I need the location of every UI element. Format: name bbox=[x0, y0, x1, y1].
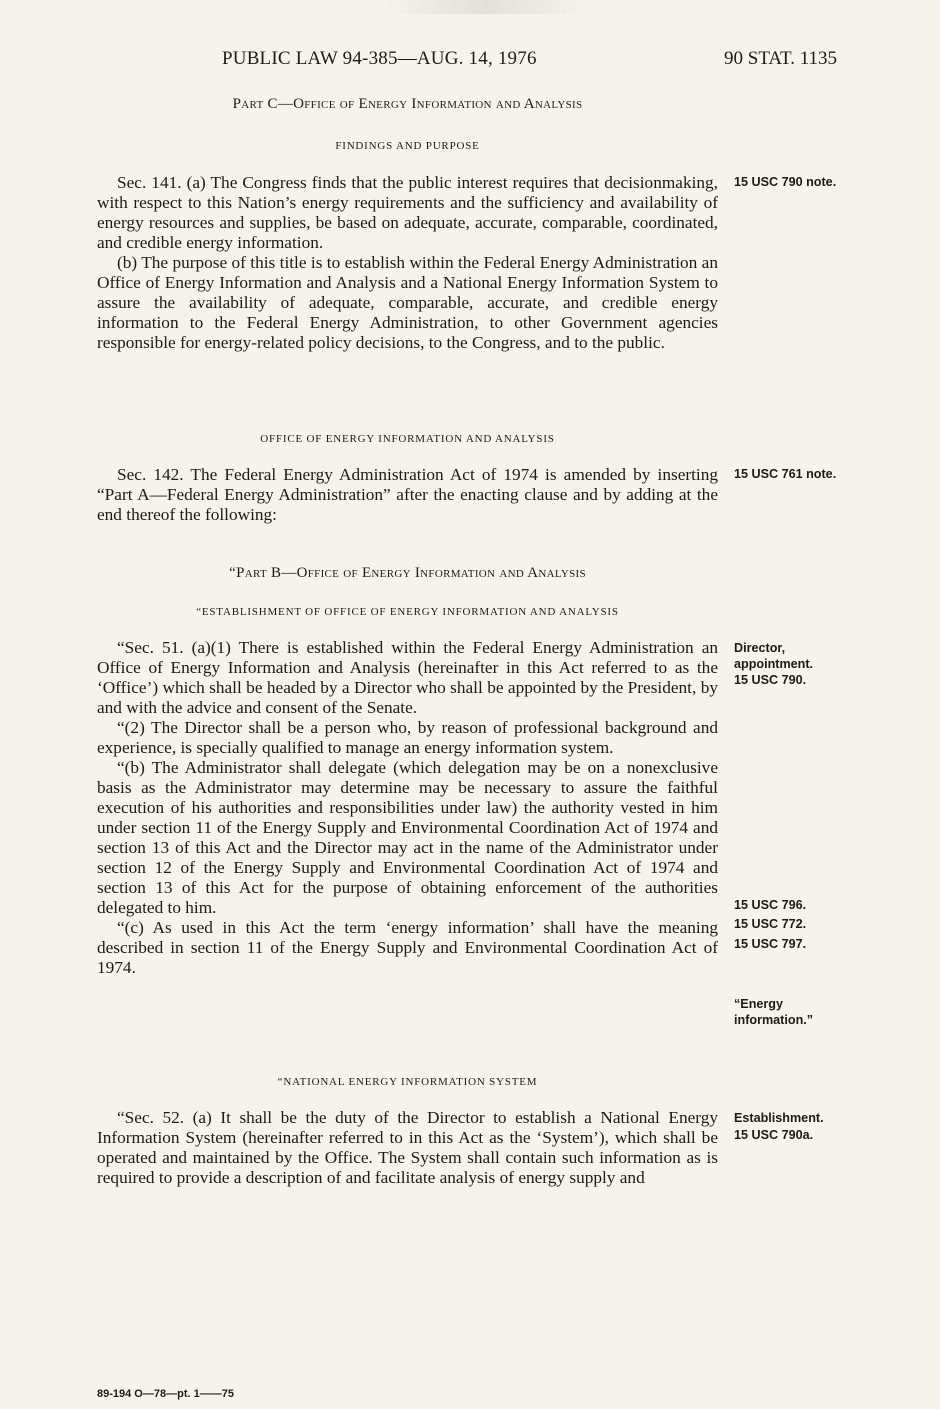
page-header bbox=[0, 48, 940, 74]
margin-note-appointment: appointment. bbox=[734, 657, 814, 671]
sec-52 bbox=[97, 1108, 718, 1188]
sec-52-a: “Sec. 52. (a) It shall be the duty of the Director to establish a National Energy Information System (hereinafter referred to in this Act as the ‘System’), which shall be operated and maintained by the Office. The System shall contain such information as is required to provide a description of and facilitate analysis of energy supply and bbox=[97, 1108, 718, 1187]
sec-51-a2: “(2) The Director shall be a person who, by reason of professional background and experience, is specially qualified to manage an energy information system. bbox=[97, 718, 718, 757]
part-c-heading: Part C—Office of Energy Information and Analysis bbox=[232, 96, 583, 112]
law-title: PUBLIC LAW 94-385—AUG. 14, 1976 bbox=[222, 48, 537, 69]
establishment-heading: “ESTABLISHMENT OF OFFICE OF ENERGY INFORMATION AND ANALYSIS bbox=[196, 606, 619, 618]
sec-141-b: (b) The purpose of this title is to establish within the Federal Energy Administration an Office of Energy Information and Analysis and a National Energy Information System to assure the availability of adequate, comparable, accurate, and credible energy information to the Federal Energy Administration, to other Government agencies responsible for energy-related policy decisions, to the Congress, and to the public. bbox=[97, 253, 718, 352]
margin-note-usc796: 15 USC 796. bbox=[734, 898, 807, 912]
sec-142-text: Sec. 142. The Federal Energy Administration Act of 1974 is amended by inserting “Part A—Federal Energy Administration” after the enacting clause and by adding at the end thereof the following: bbox=[97, 465, 718, 524]
margin-note-usc790a: 15 USC 790a. bbox=[734, 1128, 814, 1142]
margin-note-usc790: 15 USC 790. bbox=[734, 673, 807, 687]
part-b-heading: “Part B—Office of Energy Information and Analysis bbox=[229, 565, 586, 581]
margin-note-energy: “Energy bbox=[734, 997, 783, 1011]
margin-note-establishment: Establishment. bbox=[734, 1111, 824, 1125]
sec-51-b: “(b) The Administrator shall delegate (which delegation may be on a nonexclusive basis as the Administrator may determine may be necessary to assure the faithful execution of his authorities and responsibilities under law) the authority vested in him under section 11 of the Energy Supply and Environmental Coordination Act of 1974 and section 13 of this Act and the Director may act in the name of the Administrator under section 12 of the Energy Supply and Environmental Coordination Act of 1974 and section 13 of this Act for the purpose of obtaining enforcement of the authorities delegated to him. bbox=[97, 758, 718, 917]
office-heading: OFFICE OF ENERGY INFORMATION AND ANALYSIS bbox=[260, 433, 555, 445]
statute-page: 90 STAT. 1135 bbox=[724, 48, 838, 69]
sec-142 bbox=[97, 465, 718, 525]
sec-141 bbox=[97, 173, 718, 353]
sec-51 bbox=[97, 638, 718, 978]
sec-51-c: “(c) As used in this Act the term ‘energy information’ shall have the meaning described in section 11 of the Energy Supply and Environmental Coordination Act of 1974. bbox=[97, 918, 718, 977]
bleed-through-mark bbox=[380, 0, 590, 14]
sec-51-a1: “Sec. 51. (a)(1) There is established within the Federal Energy Administration an Office of Energy Information and Analysis (hereinafter in this Act referred to as the ‘Office’) which shall be headed by a Director who shall be appointed by the President, by and with the advice and consent of the Senate. bbox=[97, 638, 718, 717]
margin-note-information: information.” bbox=[734, 1013, 814, 1027]
margin-note-usc772: 15 USC 772. bbox=[734, 917, 807, 931]
margin-note-usc790-note: 15 USC 790 note. bbox=[734, 175, 837, 189]
system-heading: “NATIONAL ENERGY INFORMATION SYSTEM bbox=[277, 1076, 538, 1088]
margin-note-usc761-note: 15 USC 761 note. bbox=[734, 467, 837, 481]
margin-note-usc797: 15 USC 797. bbox=[734, 937, 807, 951]
margin-note-director: Director, bbox=[734, 641, 786, 655]
print-code: 89-194 O—78—pt. 1——75 bbox=[97, 1388, 234, 1400]
sec-141-a: Sec. 141. (a) The Congress finds that the public interest requires that decisionmaking, with respect to this Nation’s energy requirements and the sufficiency and availability of energy resources and supplies, be based on adequate, accurate, comparable, coordinated, and credible energy information. bbox=[97, 173, 718, 252]
findings-heading: FINDINGS AND PURPOSE bbox=[335, 140, 480, 152]
